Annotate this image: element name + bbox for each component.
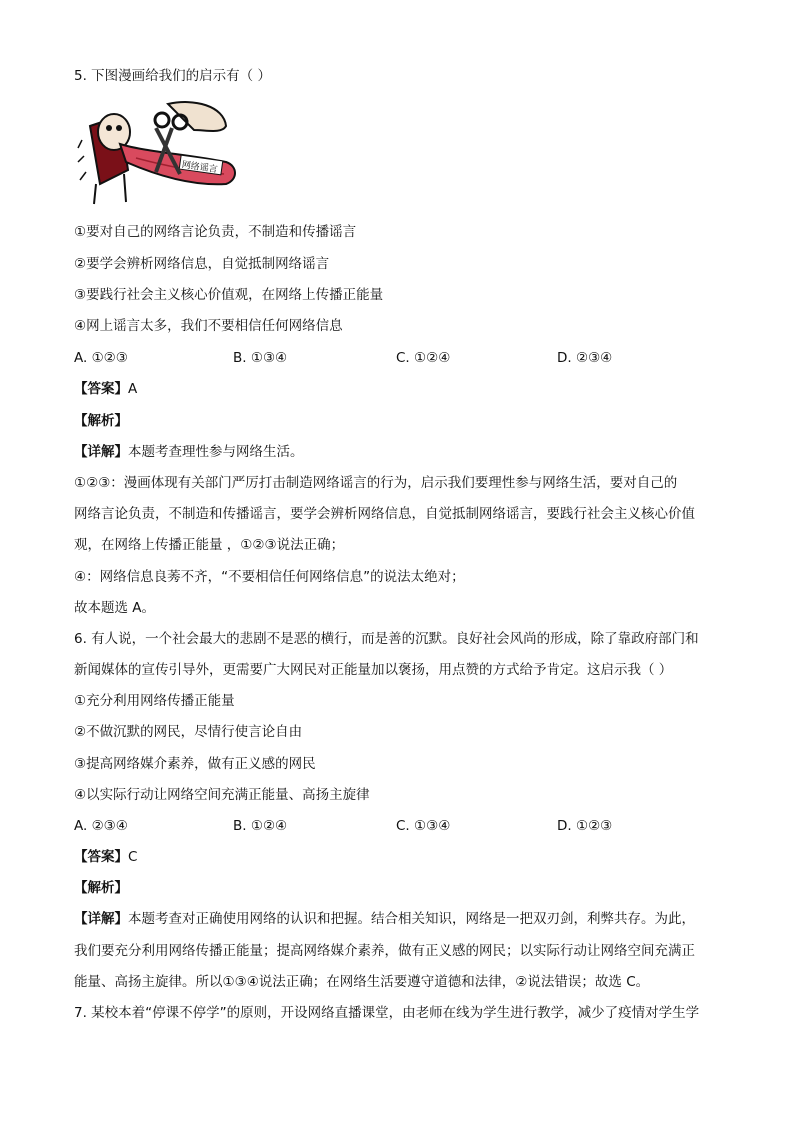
q5-explain-2: 网络言论负责，不制造和传播谣言，要学会辨析网络信息，自觉抵制网络谣言，要践行社会主义核心价值 [74, 506, 695, 522]
q5-option-b: B. ①③④ [233, 350, 288, 366]
q5-option-d: D. ②③④ [557, 350, 613, 366]
q5-stem: 5. 下图漫画给我们的启示有（ ） [74, 68, 271, 84]
q6-option-d: D. ①②③ [557, 818, 613, 834]
detail-tag: 【详解】 [74, 444, 128, 460]
q5-option-a: A. ①②③ [74, 350, 128, 366]
q6-option-b: B. ①②④ [233, 818, 288, 834]
rumor-cartoon-image [76, 100, 244, 208]
q6-item-3: ③提高网络媒介素养，做有正义感的网民 [74, 756, 316, 772]
detail-text: 本题考查对正确使用网络的认识和把握。结合相关知识，网络是一把双刃剑，利弊共存。为此， [128, 911, 695, 927]
q6-answer [74, 847, 137, 867]
q6-analysis-tag: 【解析】 [74, 880, 128, 896]
answer-tag: 【答案】 [74, 849, 128, 865]
q5-option-c: C. ①②④ [396, 350, 451, 366]
q6-option-c: C. ①③④ [396, 818, 451, 834]
q5-answer [74, 379, 137, 399]
q6-item-2: ②不做沉默的网民，尽情行使言论自由 [74, 724, 303, 740]
q5-item-2: ②要学会辨析网络信息，自觉抵制网络谣言 [74, 256, 330, 272]
q6-item-1: ①充分利用网络传播正能量 [74, 693, 235, 709]
q5-item-3: ③要践行社会主义核心价值观，在网络上传播正能量 [74, 287, 384, 303]
q5-explain-1: ①②③：漫画体现有关部门严厉打击制造网络谣言的行为，启示我们要理性参与网络生活，要对自己的 [74, 475, 678, 491]
q5-detail [74, 442, 304, 462]
q5-item-1: ①要对自己的网络言论负责，不制造和传播谣言 [74, 224, 357, 240]
q6-detail-1 [74, 909, 695, 929]
q5-explain-5: 故本题选 A。 [74, 600, 156, 616]
answer-value: C [128, 849, 138, 865]
q6-option-a: A. ②③④ [74, 818, 128, 834]
q6-detail-2: 我们要充分利用网络传播正能量；提高网络媒介素养，做有正义感的网民；以实际行动让网络空间充满正 [74, 943, 695, 959]
q6-stem-1: 6. 有人说，一个社会最大的悲剧不是恶的横行，而是善的沉默。良好社会风尚的形成，除了靠政府部门和 [74, 631, 699, 647]
q5-explain-3: 观，在网络上传播正能量 ，①②③说法正确； [74, 537, 345, 553]
q6-item-4: ④以实际行动让网络空间充满正能量、高扬主旋律 [74, 787, 370, 803]
q5-explain-4: ④：网络信息良莠不齐，“不要相信任何网络信息”的说法太绝对； [74, 569, 465, 585]
answer-tag: 【答案】 [74, 381, 128, 397]
q6-detail-3: 能量、高扬主旋律。所以①③④说法正确；在网络生活要遵守道德和法律，②说法错误；故选 C。 [74, 974, 650, 990]
cartoon-label: 网络谣言 [181, 160, 219, 176]
cartoon-illustration [76, 100, 244, 208]
answer-value: A [128, 381, 138, 397]
q5-item-4: ④网上谣言太多，我们不要相信任何网络信息 [74, 318, 343, 334]
detail-text: 本题考查理性参与网络生活。 [128, 444, 304, 460]
q7-stem: 7. 某校本着“停课不停学”的原则，开设网络直播课堂，由老师在线为学生进行教学，减少了疫情对学生学 [74, 1005, 700, 1021]
q6-stem-2: 新闻媒体的宣传引导外，更需要广大网民对正能量加以褒扬，用点赞的方式给予肯定。这启示我（ ） [74, 662, 673, 678]
q5-analysis-tag: 【解析】 [74, 413, 128, 429]
detail-tag: 【详解】 [74, 911, 128, 927]
